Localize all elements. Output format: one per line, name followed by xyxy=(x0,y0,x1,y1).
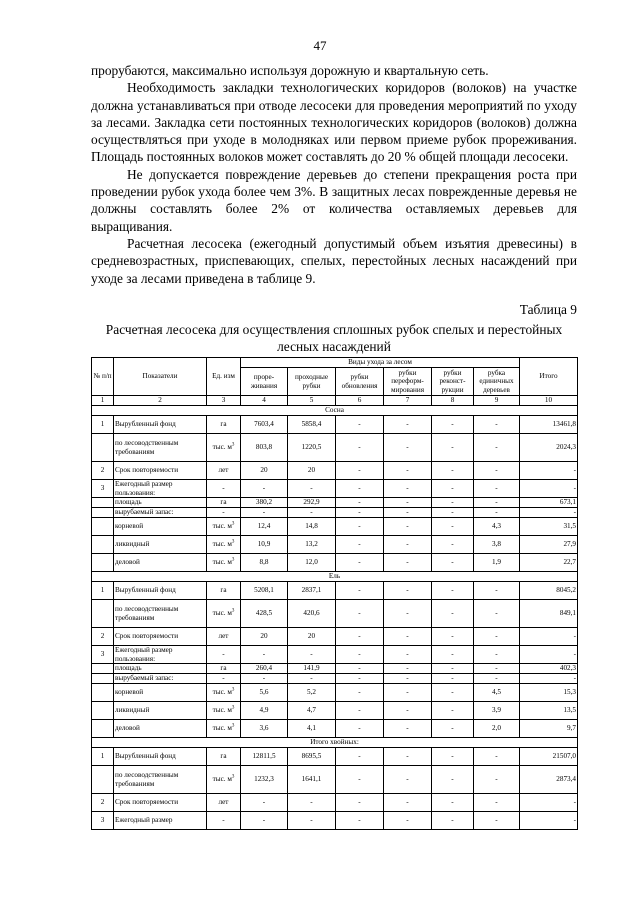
row-name: корневой xyxy=(114,518,207,536)
table-row xyxy=(92,434,578,462)
table-row xyxy=(92,582,578,600)
value-cell: 3,8 xyxy=(474,536,520,554)
row-num xyxy=(92,600,114,628)
value-cell: - xyxy=(288,480,336,498)
value-cell: 5,6 xyxy=(241,684,288,702)
body-text xyxy=(91,62,577,287)
header-total: Итого xyxy=(520,358,578,396)
row-num xyxy=(92,702,114,720)
row-num: 2 xyxy=(92,628,114,646)
value-cell: - xyxy=(474,766,520,794)
table-row xyxy=(92,748,578,766)
value-cell: - xyxy=(474,748,520,766)
header-group: Виды ухода за лесом xyxy=(241,358,520,368)
table-row xyxy=(92,554,578,572)
table-row xyxy=(92,628,578,646)
section-row xyxy=(92,738,578,748)
value-cell: - xyxy=(336,600,384,628)
value-cell: - xyxy=(474,416,520,434)
value-cell: 31,5 xyxy=(520,518,578,536)
unit-cell: - xyxy=(207,674,241,684)
value-cell: - xyxy=(432,600,474,628)
row-name: ликвидный xyxy=(114,702,207,720)
row-num: 1 xyxy=(92,582,114,600)
section-title: Ель xyxy=(92,572,578,582)
section-title: Сосна xyxy=(92,406,578,416)
value-cell: - xyxy=(384,628,432,646)
unit-cell: - xyxy=(207,812,241,830)
value-cell: 2837,1 xyxy=(288,582,336,600)
row-num xyxy=(92,536,114,554)
value-cell: - xyxy=(432,508,474,518)
row-num xyxy=(92,720,114,738)
unit-cell: - xyxy=(207,508,241,518)
value-cell: 13,2 xyxy=(288,536,336,554)
unit-cell: га xyxy=(207,498,241,508)
value-cell: - xyxy=(384,582,432,600)
value-cell: 380,2 xyxy=(241,498,288,508)
table-row xyxy=(92,664,578,674)
table-row xyxy=(92,794,578,812)
value-cell: - xyxy=(432,720,474,738)
value-cell: - xyxy=(384,794,432,812)
table-row xyxy=(92,462,578,480)
value-cell: 8045,2 xyxy=(520,582,578,600)
value-cell: - xyxy=(336,794,384,812)
value-cell: - xyxy=(432,812,474,830)
value-cell: - xyxy=(474,462,520,480)
value-cell: - xyxy=(432,434,474,462)
row-name: ликвидный xyxy=(114,536,207,554)
value-cell: - xyxy=(336,554,384,572)
value-cell: - xyxy=(520,508,578,518)
value-cell: - xyxy=(474,674,520,684)
value-cell: - xyxy=(432,518,474,536)
row-num: 1 xyxy=(92,748,114,766)
table-row xyxy=(92,498,578,508)
unit-cell: тыс. $м^3$ xyxy=(207,554,241,572)
value-cell: - xyxy=(241,794,288,812)
value-cell: 849,1 xyxy=(520,600,578,628)
table-row xyxy=(92,416,578,434)
value-cell: - xyxy=(336,462,384,480)
value-cell: - xyxy=(336,646,384,664)
value-cell: 4,9 xyxy=(241,702,288,720)
row-name: Вырубленный фонд xyxy=(114,748,207,766)
value-cell: 5208,1 xyxy=(241,582,288,600)
row-name: Срок повторяемости xyxy=(114,794,207,812)
index-cell: 3 xyxy=(207,396,241,406)
row-num: 3 xyxy=(92,646,114,664)
row-name: вырубаемый запас: xyxy=(114,674,207,684)
row-num: 3 xyxy=(92,812,114,830)
index-cell: 1 xyxy=(92,396,114,406)
value-cell: 5,2 xyxy=(288,684,336,702)
value-cell: - xyxy=(474,508,520,518)
value-cell: - xyxy=(432,702,474,720)
index-cell: 4 xyxy=(241,396,288,406)
value-cell: - xyxy=(432,684,474,702)
unit-cell: лет xyxy=(207,462,241,480)
row-name: Ежегодный размер пользования: xyxy=(114,646,207,664)
row-name: Ежегодный размер пользования: xyxy=(114,480,207,498)
value-cell: - xyxy=(336,536,384,554)
value-cell: - xyxy=(336,518,384,536)
value-cell: 20 xyxy=(241,462,288,480)
value-cell: - xyxy=(432,664,474,674)
row-name: по лесоводственным требованиям xyxy=(114,766,207,794)
row-num xyxy=(92,554,114,572)
value-cell: - xyxy=(432,462,474,480)
value-cell: - xyxy=(336,498,384,508)
value-cell: 4,3 xyxy=(474,518,520,536)
row-num xyxy=(92,766,114,794)
value-cell: - xyxy=(384,766,432,794)
value-cell: 20 xyxy=(241,628,288,646)
value-cell: 20 xyxy=(288,462,336,480)
unit-cell: - xyxy=(207,480,241,498)
value-cell: 7603,4 xyxy=(241,416,288,434)
value-cell: - xyxy=(384,600,432,628)
index-row xyxy=(92,396,578,406)
value-cell: - xyxy=(432,536,474,554)
unit-cell: лет xyxy=(207,628,241,646)
row-num xyxy=(92,684,114,702)
unit-cell: лет xyxy=(207,794,241,812)
unit-cell: тыс. $м^3$ xyxy=(207,600,241,628)
row-name: Срок повторяемости xyxy=(114,462,207,480)
row-num: 3 xyxy=(92,480,114,498)
value-cell: 22,7 xyxy=(520,554,578,572)
value-cell: 4,7 xyxy=(288,702,336,720)
value-cell: 803,8 xyxy=(241,434,288,462)
value-cell: - xyxy=(474,646,520,664)
value-cell: 141,9 xyxy=(288,664,336,674)
value-cell: - xyxy=(384,508,432,518)
value-cell: - xyxy=(474,794,520,812)
index-cell: 5 xyxy=(288,396,336,406)
value-cell: 402,3 xyxy=(520,664,578,674)
value-cell: - xyxy=(520,462,578,480)
value-cell: - xyxy=(336,748,384,766)
forest-table xyxy=(91,357,578,830)
value-cell: - xyxy=(432,794,474,812)
value-cell: - xyxy=(520,674,578,684)
header-col: рубки обновления xyxy=(336,368,384,396)
value-cell: - xyxy=(336,812,384,830)
row-num: 2 xyxy=(92,794,114,812)
value-cell: 1,9 xyxy=(474,554,520,572)
unit-cell: - xyxy=(207,646,241,664)
header-indicators: Показатели xyxy=(114,358,207,396)
row-name: корневой xyxy=(114,684,207,702)
unit-cell: тыс. $м^3$ xyxy=(207,766,241,794)
row-num xyxy=(92,664,114,674)
value-cell: - xyxy=(432,498,474,508)
table-row xyxy=(92,508,578,518)
value-cell: - xyxy=(336,508,384,518)
value-cell: - xyxy=(288,674,336,684)
row-num xyxy=(92,518,114,536)
value-cell: - xyxy=(384,536,432,554)
page-number: 47 xyxy=(313,38,327,53)
value-cell: - xyxy=(384,554,432,572)
value-cell: - xyxy=(384,462,432,480)
paragraph: Расчетная лесосека (ежегодный допустимый объем изъятия древесины) в средневозрастных, приспевающих, спелых, перестойных лесных насаждений при уходе за лесами приведена в таблице 9. xyxy=(91,235,577,286)
index-cell: 10 xyxy=(520,396,578,406)
unit-cell: тыс. $м^3$ xyxy=(207,702,241,720)
value-cell: - xyxy=(432,554,474,572)
value-cell: - xyxy=(384,646,432,664)
value-cell: - xyxy=(336,702,384,720)
header-col: рубки переформ-мирования xyxy=(384,368,432,396)
row-name: Вырубленный фонд xyxy=(114,416,207,434)
value-cell: - xyxy=(384,720,432,738)
value-cell: - xyxy=(474,498,520,508)
row-num xyxy=(92,498,114,508)
value-cell: - xyxy=(474,434,520,462)
value-cell: - xyxy=(336,480,384,498)
value-cell: - xyxy=(288,794,336,812)
value-cell: 4,1 xyxy=(288,720,336,738)
row-name: Ежегодный размер xyxy=(114,812,207,830)
value-cell: 5858,4 xyxy=(288,416,336,434)
value-cell: 2873,4 xyxy=(520,766,578,794)
row-num xyxy=(92,508,114,518)
table-label: Таблица 9 xyxy=(519,302,577,317)
value-cell: 3,6 xyxy=(241,720,288,738)
value-cell: 428,5 xyxy=(241,600,288,628)
header-col: проходные рубки xyxy=(288,368,336,396)
value-cell: - xyxy=(241,480,288,498)
value-cell: - xyxy=(241,674,288,684)
value-cell: 21507,0 xyxy=(520,748,578,766)
table-row xyxy=(92,702,578,720)
row-name: по лесоводственным требованиям xyxy=(114,434,207,462)
value-cell: 14,8 xyxy=(288,518,336,536)
index-cell: 2 xyxy=(114,396,207,406)
value-cell: - xyxy=(520,628,578,646)
value-cell: - xyxy=(241,646,288,664)
row-num: 2 xyxy=(92,462,114,480)
value-cell: - xyxy=(474,582,520,600)
value-cell: 292,9 xyxy=(288,498,336,508)
value-cell: - xyxy=(384,702,432,720)
value-cell: - xyxy=(432,766,474,794)
value-cell: - xyxy=(384,498,432,508)
table-title: Расчетная лесосека для осуществления сплошных рубок спелых и перестойных лесных насаждений xyxy=(105,322,563,355)
value-cell: 2024,3 xyxy=(520,434,578,462)
value-cell: - xyxy=(432,674,474,684)
value-cell: 10,9 xyxy=(241,536,288,554)
paragraph: Необходимость закладки технологических коридоров (волоков) на участке должна устанавливаться при отводе лесосеки для проведения мероприятий по уходу за лесами. Закладка сети постоянных технологических коридоров (волоков) должна осуществляться при уходе в молодняках или первом приеме рубок прореживания. Площадь постоянных волоков может составлять до 20 % общей площади лесосеки. xyxy=(91,80,577,165)
value-cell: 2,0 xyxy=(474,720,520,738)
paragraph: Не допускается повреждение деревьев до степени прекращения роста при проведении рубок ухода более чем 3%. В защитных лесах поврежденные деревья не должны составлять более 2% от количества оставляемых деревьев для выращивания. xyxy=(91,166,577,234)
value-cell: - xyxy=(474,628,520,646)
value-cell: 9,7 xyxy=(520,720,578,738)
value-cell: - xyxy=(288,508,336,518)
table-row xyxy=(92,720,578,738)
value-cell: - xyxy=(474,812,520,830)
value-cell: - xyxy=(336,628,384,646)
value-cell: - xyxy=(241,508,288,518)
value-cell: - xyxy=(474,600,520,628)
row-name: площадь xyxy=(114,498,207,508)
row-num: 1 xyxy=(92,416,114,434)
value-cell: - xyxy=(474,480,520,498)
row-name: площадь xyxy=(114,664,207,674)
row-name: Срок повторяемости xyxy=(114,628,207,646)
value-cell: - xyxy=(384,518,432,536)
index-cell: 9 xyxy=(474,396,520,406)
value-cell: - xyxy=(288,646,336,664)
row-name: Вырубленный фонд xyxy=(114,582,207,600)
value-cell: - xyxy=(432,480,474,498)
value-cell: 1232,3 xyxy=(241,766,288,794)
value-cell: - xyxy=(520,812,578,830)
value-cell: - xyxy=(520,794,578,812)
row-name: по лесоводственным требованиям xyxy=(114,600,207,628)
section-row xyxy=(92,572,578,582)
value-cell: - xyxy=(241,812,288,830)
value-cell: - xyxy=(384,812,432,830)
value-cell: - xyxy=(384,748,432,766)
value-cell: - xyxy=(336,416,384,434)
value-cell: - xyxy=(288,812,336,830)
unit-cell: тыс. $м^3$ xyxy=(207,536,241,554)
unit-cell: га xyxy=(207,582,241,600)
value-cell: - xyxy=(336,664,384,674)
unit-cell: га xyxy=(207,748,241,766)
value-cell: 673,1 xyxy=(520,498,578,508)
value-cell: - xyxy=(384,674,432,684)
row-num xyxy=(92,434,114,462)
paragraph: прорубаются, максимально используя дорожную и квартальную сеть. xyxy=(91,63,489,78)
unit-cell: га xyxy=(207,416,241,434)
table-row xyxy=(92,646,578,664)
unit-cell: тыс. $м^3$ xyxy=(207,518,241,536)
value-cell: 12811,5 xyxy=(241,748,288,766)
table-row xyxy=(92,480,578,498)
index-cell: 7 xyxy=(384,396,432,406)
value-cell: 12,4 xyxy=(241,518,288,536)
header-row xyxy=(92,358,578,368)
value-cell: - xyxy=(520,646,578,664)
section-title: Итого хвойных: xyxy=(92,738,578,748)
table-row xyxy=(92,518,578,536)
value-cell: 27,9 xyxy=(520,536,578,554)
value-cell: - xyxy=(474,664,520,674)
value-cell: 8695,5 xyxy=(288,748,336,766)
row-name: вырубаемый запас: xyxy=(114,508,207,518)
value-cell: - xyxy=(336,434,384,462)
row-name: деловой xyxy=(114,720,207,738)
unit-cell: тыс. $м^3$ xyxy=(207,434,241,462)
table-row xyxy=(92,766,578,794)
row-name: деловой xyxy=(114,554,207,572)
value-cell: - xyxy=(336,674,384,684)
index-cell: 6 xyxy=(336,396,384,406)
header-col: рубка единичных деревьев xyxy=(474,368,520,396)
section-row xyxy=(92,406,578,416)
table-row xyxy=(92,812,578,830)
value-cell: - xyxy=(432,416,474,434)
value-cell: 13461,8 xyxy=(520,416,578,434)
value-cell: - xyxy=(336,582,384,600)
value-cell: - xyxy=(384,480,432,498)
value-cell: 12,0 xyxy=(288,554,336,572)
table-row xyxy=(92,674,578,684)
unit-cell: тыс. $м^3$ xyxy=(207,720,241,738)
value-cell: - xyxy=(432,628,474,646)
row-num xyxy=(92,674,114,684)
table-row xyxy=(92,600,578,628)
value-cell: - xyxy=(384,416,432,434)
unit-cell: тыс. $м^3$ xyxy=(207,684,241,702)
value-cell: 20 xyxy=(288,628,336,646)
value-cell: - xyxy=(384,664,432,674)
value-cell: 260,4 xyxy=(241,664,288,674)
value-cell: 15,3 xyxy=(520,684,578,702)
value-cell: - xyxy=(336,766,384,794)
table-row xyxy=(92,684,578,702)
value-cell: 3,9 xyxy=(474,702,520,720)
header-col: рубки реконст-рукции xyxy=(432,368,474,396)
value-cell: 1641,1 xyxy=(288,766,336,794)
header-num: № п/п xyxy=(92,358,114,396)
header-col: проре-живания xyxy=(241,368,288,396)
value-cell: - xyxy=(384,684,432,702)
value-cell: 1220,5 xyxy=(288,434,336,462)
value-cell: 420,6 xyxy=(288,600,336,628)
value-cell: 8,8 xyxy=(241,554,288,572)
value-cell: - xyxy=(432,582,474,600)
value-cell: - xyxy=(520,480,578,498)
value-cell: 4,5 xyxy=(474,684,520,702)
value-cell: - xyxy=(336,684,384,702)
value-cell: - xyxy=(336,720,384,738)
value-cell: - xyxy=(384,434,432,462)
header-unit: Ед. изм xyxy=(207,358,241,396)
value-cell: - xyxy=(432,748,474,766)
table-row xyxy=(92,536,578,554)
unit-cell: га xyxy=(207,664,241,674)
value-cell: - xyxy=(432,646,474,664)
value-cell: 13,5 xyxy=(520,702,578,720)
index-cell: 8 xyxy=(432,396,474,406)
